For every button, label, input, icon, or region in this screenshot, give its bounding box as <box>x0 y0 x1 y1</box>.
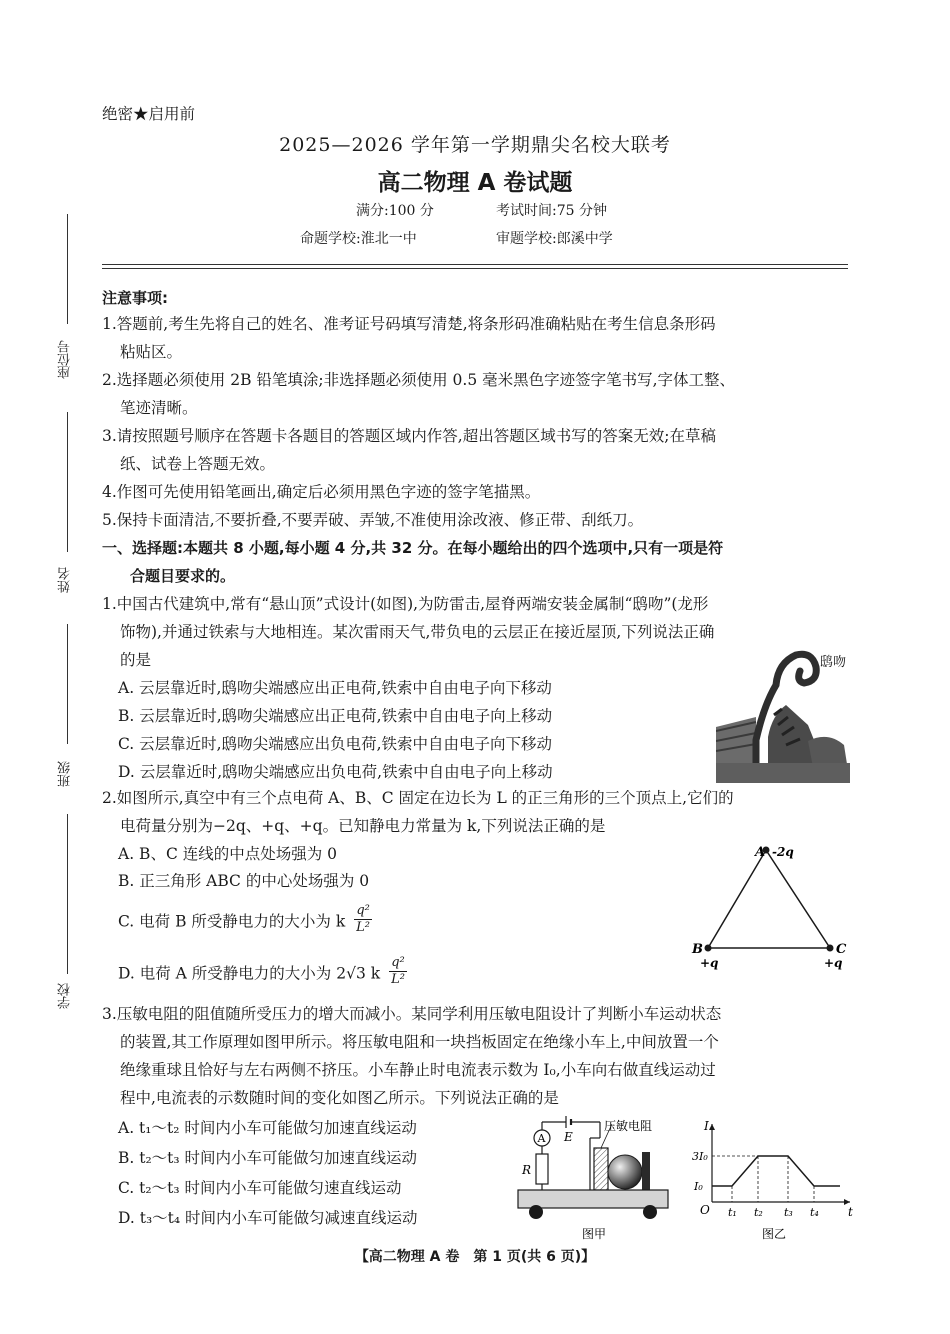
q2-stem-line2: 电荷量分别为−2q、+q、+q。已知静电力常量为 k,下列说法正确的是 <box>120 817 606 835</box>
q2-option-b: B. 正三角形 ABC 的中心处场强为 0 <box>118 872 370 890</box>
i-axis-label: I <box>704 1119 709 1133</box>
figure-yi-caption: 图乙 <box>762 1227 787 1241</box>
fraction-numerator: q² <box>354 903 372 920</box>
fraction-numerator: q² <box>389 955 407 972</box>
header-divider-top <box>102 264 848 265</box>
q2-option-d <box>118 955 407 991</box>
name-label: 姓名 <box>58 567 73 593</box>
charge-c-dot <box>827 945 834 952</box>
class-label: 班级 <box>58 761 73 787</box>
class-line <box>67 624 68 744</box>
notice-title: 注意事项: <box>102 289 168 307</box>
triangle-outline <box>708 850 830 948</box>
exam-time: 考试时间:75 分钟 <box>496 203 607 219</box>
reviewer-school: 审题学校:郎溪中学 <box>496 231 613 247</box>
q3-stem-line4: 程中,电流表的示数随时间的变化如图乙所示。下列说法正确的是 <box>120 1089 559 1107</box>
baffle-plate <box>642 1152 650 1190</box>
notice-item-5: 5.保持卡面清洁,不要折叠,不要弄破、弄皱,不准使用涂改液、修正带、刮纸刀。 <box>102 511 644 529</box>
vertex-a-charge: -2q <box>772 845 794 859</box>
q2-option-a: A. B、C 连线的中点处场强为 0 <box>118 845 338 863</box>
vertex-b-label: B <box>692 942 703 957</box>
t-axis-label: t <box>848 1205 853 1219</box>
q1-stem-line3: 的是 <box>120 651 152 669</box>
school-line <box>67 814 68 974</box>
q3-stem-line2: 的装置,其工作原理如图甲所示。将压敏电阻和一块挡板固定在绝缘小车上,中间放置一个 <box>120 1033 719 1051</box>
seat-line <box>67 214 68 324</box>
name-line <box>67 412 68 552</box>
q2-option-d-fraction <box>389 955 407 988</box>
notice-item-1-cont: 粘贴区。 <box>120 343 183 361</box>
t2-label: t₂ <box>754 1206 763 1219</box>
q3-option-d: D. t₃～t₄ 时间内小车可能做匀减速直线运动 <box>118 1209 418 1227</box>
student-info-sidebar <box>56 214 80 1014</box>
vertex-a-label: A <box>755 845 766 860</box>
vertex-c-charge: +q <box>824 956 843 970</box>
y-high-label: 3I₀ <box>692 1150 708 1163</box>
y-low-label: I₀ <box>694 1180 703 1193</box>
header-divider-bottom <box>102 268 848 269</box>
q1-option-c: C. 云层靠近时,鸱吻尖端感应出负电荷,铁索中自由电子向下移动 <box>118 735 553 753</box>
confidential-mark: 绝密★启用前 <box>102 105 196 123</box>
emf-label: E <box>564 1130 573 1144</box>
notice-item-1: 1.答题前,考生先将自己的姓名、准考证号码填写清楚,将条形码准确粘贴在考生信息条形码 <box>102 315 716 333</box>
vertex-c-label: C <box>836 942 847 957</box>
heavy-ball <box>608 1155 642 1189</box>
q3-option-a: A. t₁～t₂ 时间内小车可能做匀加速直线运动 <box>118 1119 417 1137</box>
section-1-heading-cont: 合题目要求的。 <box>130 567 236 585</box>
q1-chiwen-figure <box>716 645 850 783</box>
page-footer: 【高二物理 A 卷 第 1 页(共 6 页)】 <box>354 1249 596 1265</box>
resistor-symbol <box>536 1154 548 1184</box>
setter-school: 命题学校:淮北一中 <box>300 231 417 247</box>
cart-wheel-left <box>529 1205 543 1219</box>
q3-option-c: C. t₂～t₃ 时间内小车可能做匀速直线运动 <box>118 1179 402 1197</box>
q1-option-b: B. 云层靠近时,鸱吻尖端感应出正电荷,铁索中自由电子向上移动 <box>118 707 553 725</box>
q3-option-b: B. t₂～t₃ 时间内小车可能做匀加速直线运动 <box>118 1149 418 1167</box>
piezoresistor-block <box>594 1148 608 1190</box>
school-label: 学校 <box>58 983 73 1009</box>
origin-label: O <box>700 1203 710 1217</box>
notice-item-2-cont: 笔迹清晰。 <box>120 399 198 417</box>
full-score: 满分:100 分 <box>356 203 434 219</box>
fraction-denominator: L² <box>391 972 405 987</box>
chiwen-label: 鸱吻 <box>820 655 847 670</box>
charge-b-dot <box>705 945 712 952</box>
t1-label: t₁ <box>728 1206 737 1219</box>
q2-option-c-text: C. 电荷 B 所受静电力的大小为 k <box>118 912 346 931</box>
notice-item-3-cont: 纸、试卷上答题无效。 <box>120 455 276 473</box>
notice-item-3: 3.请按照题号顺序在答题卡各题目的答题区域内作答,超出答题区域书写的答案无效;在草稿 <box>102 427 716 445</box>
q3-stem-line3: 绝缘重球且恰好与左右两侧不挤压。小车静止时电流表示数为 I₀,小车向右做直线运动过 <box>120 1061 716 1079</box>
section-1-heading: 一、选择题:本题共 8 小题,每小题 4 分,共 32 分。在每小题给出的四个选项中,只有一项是符 <box>102 539 724 557</box>
figure-jia-caption: 图甲 <box>582 1227 607 1241</box>
notice-item-2: 2.选择题必须使用 2B 铅笔填涂;非选择题必须使用 0.5 毫米黑色字迹签字笔书写,字体工整、 <box>102 371 736 389</box>
ammeter-label: A <box>537 1132 546 1145</box>
q3-figure-jia <box>508 1112 684 1244</box>
fraction-denominator: L² <box>356 920 371 935</box>
q2-triangle-figure <box>680 836 860 976</box>
piezoresistor-label: 压敏电阻 <box>604 1119 653 1133</box>
q3-stem-line1: 3.压敏电阻的阻值随所受压力的增大而减小。某同学利用压敏电阻设计了判断小车运动状态 <box>102 1005 722 1023</box>
q2-option-c-fraction <box>354 903 372 936</box>
q1-option-d: D. 云层靠近时,鸱吻尖端感应出负电荷,铁索中自由电子向上移动 <box>118 763 553 781</box>
q1-stem-line2: 饰物),并通过铁索与大地相连。某次雷雨天气,带负电的云层正在接近屋顶,下列说法正确 <box>120 623 715 641</box>
q1-stem-line1: 1.中国古代建筑中,常有“悬山顶”式设计(如图),为防雷击,屋脊两端安装金属制“鸱吻”(龙形 <box>102 595 709 613</box>
exam-name: 2025—2026 学年第一学期鼎尖名校大联考 <box>279 134 671 156</box>
paper-title: 高二物理 A 卷试题 <box>377 170 573 196</box>
q2-option-c <box>118 903 372 939</box>
current-curve <box>712 1156 840 1186</box>
q3-figure-yi <box>690 1118 860 1244</box>
t3-label: t₃ <box>784 1206 793 1219</box>
cart-body <box>518 1190 668 1208</box>
resistor-label: R <box>522 1163 532 1177</box>
t4-label: t₄ <box>810 1206 819 1219</box>
q2-stem-line1: 2.如图所示,真空中有三个点电荷 A、B、C 固定在边长为 L 的正三角形的三个顶点上,它们的 <box>102 789 734 807</box>
vertex-b-charge: +q <box>700 956 719 970</box>
q2-option-d-text: D. 电荷 A 所受静电力的大小为 2√3 k <box>118 964 381 983</box>
notice-item-4: 4.作图可先使用铅笔画出,确定后必须用黑色字迹的签字笔描黑。 <box>102 483 541 501</box>
seat-label: 座位号 <box>58 340 73 380</box>
cart-wheel-right <box>643 1205 657 1219</box>
q1-option-a: A. 云层靠近时,鸱吻尖端感应出正电荷,铁索中自由电子向下移动 <box>118 679 552 697</box>
